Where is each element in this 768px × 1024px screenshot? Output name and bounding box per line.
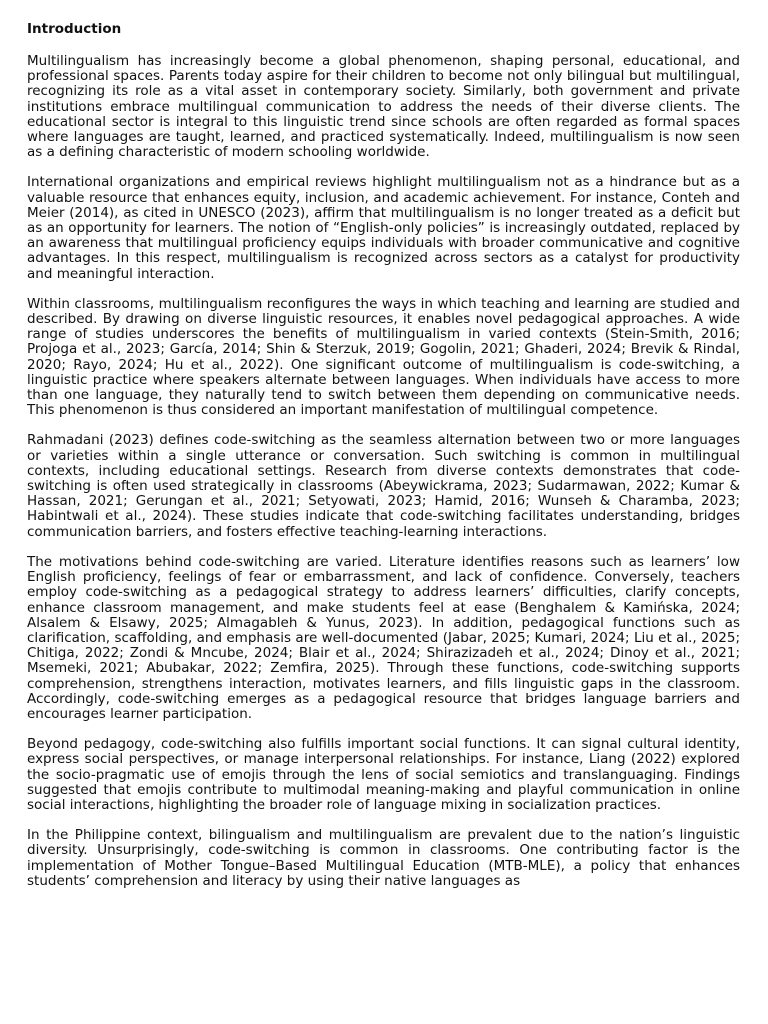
paragraph-7: In the Philippine context, bilingualism and multilingualism are prevalent due to the nation’s linguistic diversity. Unsurprisingly, code-switching is common in classrooms. One contributing factor is the implementation of Mother Tongue–Based Multilingual Education (MTB-MLE), a policy that enhances students’ comprehension and literacy by using their native languages as <box>27 827 740 889</box>
document-page <box>27 20 740 904</box>
section-heading: Introduction <box>27 21 122 37</box>
paragraph-2: International organizations and empirical reviews highlight multilingualism not as a hindrance but as a valuable resource that enhances equity, inclusion, and academic achievement. For instance, Conteh and Meier (2014), as cited in UNESCO (2023), affirm that multilingualism is no longer treated as a deficit but as an opportunity for learners. The notion of “English-only policies” is increasingly outdated, replaced by an awareness that multilingual proficiency equips individuals with broader communicative and cognitive advantages. In this respect, multilingualism is recognized across sectors as a catalyst for productivity and meaningful interaction. <box>27 174 740 282</box>
paragraph-1: Multilingualism has increasingly become a global phenomenon, shaping personal, educational, and professional spaces. Parents today aspire for their children to become not only bilingual but multilingual, recognizing its role as a vital asset in contemporary society. Similarly, both government and private institutions embrace multilingual communication to address the needs of their diverse clients. The educational sector is integral to this linguistic trend since schools are often regarded as formal spaces where languages are taught, learned, and practiced systematically. Indeed, multilingualism is now seen as a defining characteristic of modern schooling worldwide. <box>27 53 740 161</box>
paragraph-3: Within classrooms, multilingualism reconfigures the ways in which teaching and learning are studied and described. By drawing on diverse linguistic resources, it enables novel pedagogical approaches. A wide range of studies underscores the benefits of multilingualism in varied contexts (Stein-Smith, 2016; Projoga et al., 2023; García, 2014; Shin & Sterzuk, 2019; Gogolin, 2021; Ghaderi, 2024; Brevik & Rindal, 2020; Rayo, 2024; Hu et al., 2022). One significant outcome of multilingualism is code-switching, a linguistic practice where speakers alternate between languages. When individuals have access to more than one language, they naturally tend to switch between them depending on communicative needs. This phenomenon is thus considered an important manifestation of multilingual competence. <box>27 295 740 419</box>
paragraph-4: Rahmadani (2023) defines code-switching as the seamless alternation between two or more languages or varieties within a single utterance or conversation. Such switching is common in multilingual contexts, including educational settings. Research from diverse contexts demonstrates that code-switching is often used strategically in classrooms (Abeywickrama, 2023; Sudarmawan, 2022; Kumar & Hassan, 2021; Gerungan et al., 2021; Setyowati, 2023; Hamid, 2016; Wunseh & Charamba, 2023; Habintwali et al., 2024). These studies indicate that code-switching facilitates understanding, bridges communication barriers, and fosters effective teaching-learning interactions. <box>27 432 740 540</box>
paragraph-6: Beyond pedagogy, code-switching also fulfills important social functions. It can signal cultural identity, express social perspectives, or manage interpersonal relationships. For instance, Liang (2022) explored the socio-pragmatic use of emojis through the lens of social semiotics and translanguaging. Findings suggested that emojis contribute to multimodal meaning-making and playful communication in online social interactions, highlighting the broader role of language mixing in socialization practices. <box>27 736 740 813</box>
paragraph-5: The motivations behind code-switching are varied. Literature identifies reasons such as learners’ low English proficiency, feelings of fear or embarrassment, and lack of confidence. Conversely, teachers employ code-switching as a pedagogical strategy to address learners’ difficulties, clarify concepts, enhance classroom management, and make students feel at ease (Benghalem & Kamińska, 2024; Alsalem & Elsawy, 2025; Almagableh & Yunus, 2023). In addition, pedagogical functions such as clarification, scaffolding, and emphasis are well-documented (Jabar, 2025; Kumari, 2024; Liu et al., 2025; Chitiga, 2022; Zondi & Mncube, 2024; Blair et al., 2024; Shirazizadeh et al., 2024; Dinoy et al., 2021; Msemeki, 2021; Abubakar, 2022; Zemfira, 2025). Through these functions, code-switching supports comprehension, strengthens interaction, motivates learners, and fills linguistic gaps in the classroom. Accordingly, code-switching emerges as a pedagogical resource that bridges language barriers and encourages learner participation. <box>27 553 740 722</box>
